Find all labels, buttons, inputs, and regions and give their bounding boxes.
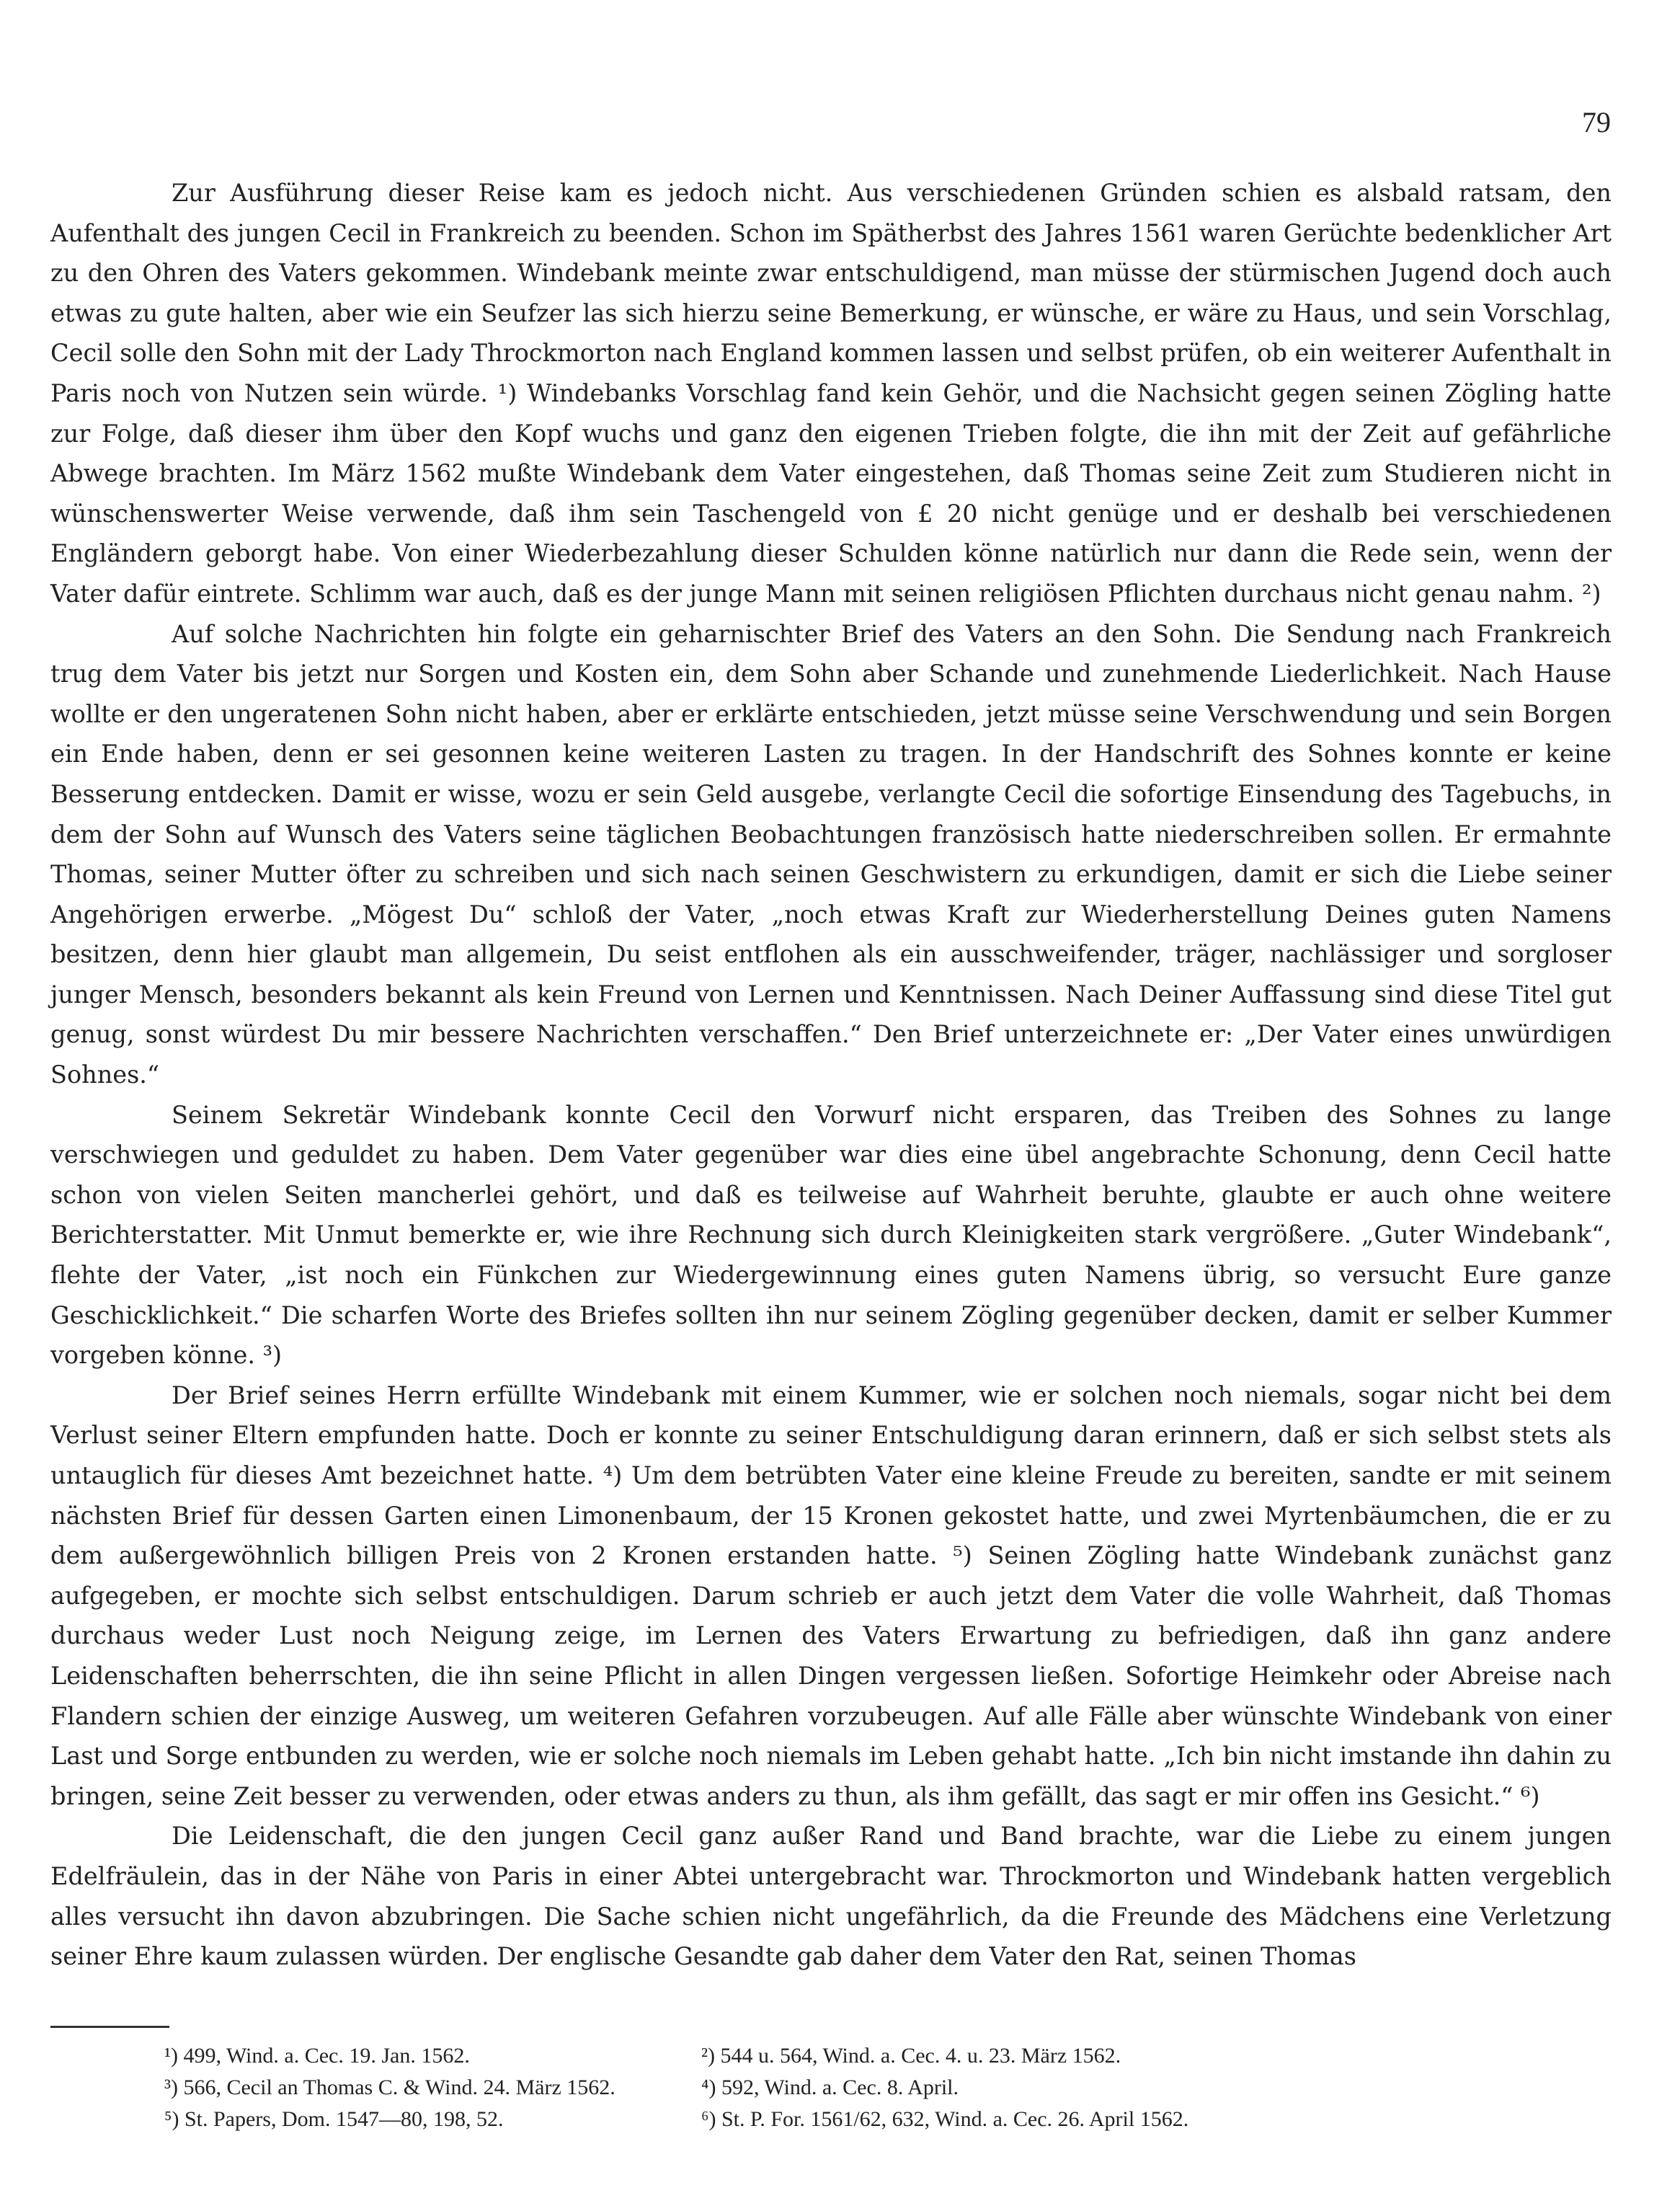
paragraph: Seinem Sekretär Windebank konnte Cecil den Vorwurf nicht ersparen, das Treiben des Sohnes zu lange verschwiegen und geduldet zu haben. Dem Vater gegenüber war dies eine übel angebrachte Schonung, denn Cecil hatte schon von vielen Seiten mancherlei gehört, und daß es teilweise auf Wahrheit beruhte, glaubte er auch ohne weitere Berichterstatter. Mit Unmut bemerkte er, wie ihre Rechnung sich durch Kleinigkeiten stark vergrößere. „Guter Windebank“, flehte der Vater, „ist noch ein Fünkchen zur Wiedergewinnung eines guten Namens übrig, so versucht Eure ganze Geschicklichkeit.“ Die scharfen Worte des Briefes sollten ihn nur seinem Zögling gegenüber decken, damit er selber Kummer vorgeben könne. ³) (50, 1100, 1612, 1370)
paragraph: Die Leidenschaft, die den jungen Cecil ganz außer Rand und Band brachte, war die Liebe zu einem jungen Edelfräulein, das in der Nähe von Paris in einer Abtei untergebracht war. Throckmorton und Windebank hatten vergeblich alles versucht ihn davon abzubringen. Die Sache schien nicht ungefährlich, da die Freunde des Mädchens eine Verletzung seiner Ehre kaum zulassen würden. Der englische Gesandte gab daher dem Vater den Rat, seinen Thomas (50, 1822, 1612, 1971)
footnote-row (164, 2072, 1490, 2104)
footnote: ¹) 499, Wind. a. Cec. 19. Jan. 1562. (164, 2044, 470, 2068)
footnote: ²) 544 u. 564, Wind. a. Cec. 4. u. 23. März 1562. (701, 2044, 1121, 2068)
footnotes (164, 2040, 1490, 2135)
footnote-divider (50, 2026, 169, 2028)
footnote: ⁵) St. Papers, Dom. 1547—80, 198, 52. (164, 2107, 504, 2131)
footnote-row (164, 2104, 1490, 2135)
footnote: ³) 566, Cecil an Thomas C. & Wind. 24. März 1562. (164, 2076, 615, 2099)
footnote-row (164, 2040, 1490, 2072)
footnote: ⁴) 592, Wind. a. Cec. 8. April. (701, 2076, 959, 2099)
page-number: 79 (1582, 106, 1611, 138)
paragraph: Auf solche Nachrichten hin folgte ein geharnischter Brief des Vaters an den Sohn. Die Sendung nach Frankreich trug dem Vater bis jetzt nur Sorgen und Kosten ein, dem Sohn aber Schande und zunehmende Liederlichkeit. Nach Hause wollte er den ungeratenen Sohn nicht haben, aber er erklärte entschieden, jetzt müsse seine Verschwendung und sein Borgen ein Ende haben, denn er sei gesonnen keine weiteren Lasten zu tragen. In der Handschrift des Sohnes konnte er keine Besserung entdecken. Damit er wisse, wozu er sein Geld ausgebe, verlangte Cecil die sofortige Einsendung des Tagebuchs, in dem der Sohn auf Wunsch des Vaters seine täglichen Beobachtungen französisch hatte niederschreiben sollen. Er ermahnte Thomas, seiner Mutter öfter zu schreiben und sich nach seinen Geschwistern zu erkundigen, damit er sich die Liebe seiner Angehörigen erwerbe. „Mögest Du“ schloß der Vater, „noch etwas Kraft zur Wiederherstellung Deines guten Namens besitzen, denn hier glaubt man allgemein, Du seist entflohen als ein ausschweifender, träger, nachlässiger und sorgloser junger Mensch, besonders bekannt als kein Freund von Lernen und Kenntnissen. Nach Deiner Auffassung sind diese Titel gut genug, sonst würdest Du mir bessere Nachrichten verschaffen.“ Den Brief unterzeichnete er: „Der Vater eines unwürdigen Sohnes.“ (50, 619, 1612, 1089)
body-text (50, 173, 1612, 1977)
paragraph: Der Brief seines Herrn erfüllte Windebank mit einem Kummer, wie er solchen noch niemals, sogar nicht bei dem Verlust seiner Eltern empfunden hatte. Doch er konnte zu seiner Entschuldigung daran erinnern, daß er sich selbst stets als untauglich für dieses Amt bezeichnet hatte. ⁴) Um dem betrübten Vater eine kleine Freude zu bereiten, sandte er mit seinem nächsten Brief für dessen Garten einen Limonenbaum, der 15 Kronen gekostet hatte, und zwei Myrtenbäumchen, die er zu dem außergewöhnlich billigen Preis von 2 Kronen erstanden hatte. ⁵) Seinen Zögling hatte Windebank zunächst ganz aufgegeben, er mochte sich selbst entschuldigen. Darum schrieb er auch jetzt dem Vater die volle Wahrheit, daß Thomas durchaus weder Lust noch Neigung zeige, im Lernen des Vaters Erwartung zu befriedigen, daß ihn ganz andere Leidenschaften beherrschten, die ihn seine Pflicht in allen Dingen vergessen ließen. Sofortige Heimkehr oder Abreise nach Flandern schien der einzige Ausweg, um weiteren Gefahren vorzubeugen. Auf alle Fälle aber wünschte Windebank von einer Last und Sorge entbunden zu werden, wie er solche noch niemals im Leben gehabt hatte. „Ich bin nicht imstande ihn dahin zu bringen, seine Zeit besser zu verwenden, oder etwas anders zu thun, als ihm gefällt, das sagt er mir offen ins Gesicht.“ ⁶) (50, 1381, 1612, 1810)
footnote: ⁶) St. P. For. 1561/62, 632, Wind. a. Cec. 26. April 1562. (701, 2107, 1189, 2131)
paragraph: Zur Ausführung dieser Reise kam es jedoch nicht. Aus verschiedenen Gründen schien es alsbald ratsam, den Aufenthalt des jungen Cecil in Frankreich zu beenden. Schon im Spätherbst des Jahres 1561 waren Gerüchte bedenklicher Art zu den Ohren des Vaters gekommen. Windebank meinte zwar entschuldigend, man müsse der stürmischen Jugend doch auch etwas zu gute halten, aber wie ein Seufzer las sich hierzu seine Bemerkung, er wünsche, er wäre zu Haus, und sein Vorschlag, Cecil solle den Sohn mit der Lady Throckmorton nach England kommen lassen und selbst prüfen, ob ein weiterer Aufenthalt in Paris noch von Nutzen sein würde. ¹) Windebanks Vorschlag fand kein Gehör, und die Nachsicht gegen seinen Zögling hatte zur Folge, daß dieser ihm über den Kopf wuchs und ganz den eigenen Trieben folgte, die ihn mit der Zeit auf gefährliche Abwege brachten. Im März 1562 mußte Windebank dem Vater eingestehen, daß Thomas seine Zeit zum Studieren nicht in wünschenswerter Weise verwende, daß ihm sein Taschengeld von £ 20 nicht genüge und er deshalb bei verschiedenen Engländern geborgt habe. Von einer Wiederbezahlung dieser Schulden könne natürlich nur dann die Rede sein, wenn der Vater dafür eintrete. Schlimm war auch, daß es der junge Mann mit seinen religiösen Pflichten durchaus nicht genau nahm. ²) (50, 179, 1612, 608)
